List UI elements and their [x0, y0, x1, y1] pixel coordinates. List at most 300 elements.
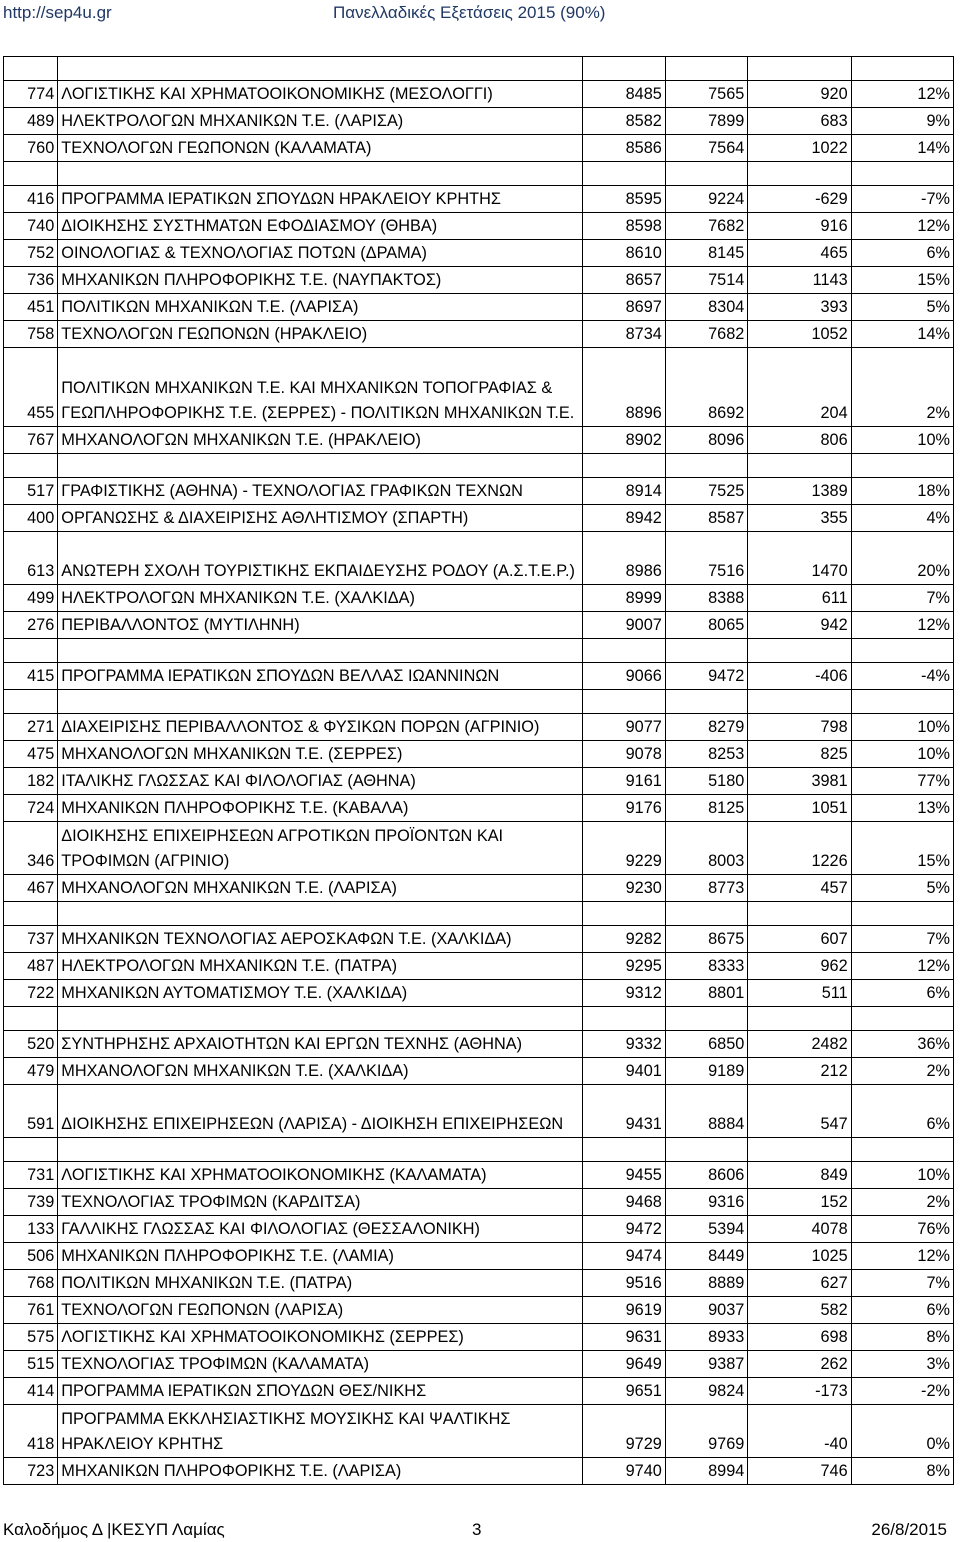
score-pct-cell: 12% [851, 612, 953, 639]
site-url[interactable]: http://sep4u.gr [3, 3, 112, 22]
spacer-cell [665, 454, 747, 478]
score-pct-cell: 3% [851, 1351, 953, 1378]
table-row [4, 1297, 954, 1324]
results-table [3, 56, 954, 1485]
score-diff-cell: 1022 [748, 135, 851, 162]
table-row [4, 663, 954, 690]
score-b-cell: 8253 [665, 741, 747, 768]
spacer-cell [665, 1138, 747, 1162]
score-diff-cell: 611 [748, 585, 851, 612]
score-a-cell: 9295 [583, 953, 665, 980]
spacer-cell [58, 639, 583, 663]
score-pct-cell: 12% [851, 81, 953, 108]
footer-author: Καλοδήμος Δ |ΚΕΣΥΠ Λαμίας [3, 1520, 225, 1539]
score-pct-cell: 2% [851, 1058, 953, 1085]
dept-code-cell: 768 [4, 1270, 58, 1297]
spacer-cell [851, 690, 953, 714]
score-diff-cell: 1051 [748, 795, 851, 822]
score-diff-cell: 1226 [748, 822, 851, 875]
dept-code-cell: 416 [4, 186, 58, 213]
spacer-cell [851, 1138, 953, 1162]
table-row [4, 612, 954, 639]
spacer-cell [583, 902, 665, 926]
score-diff-cell: 627 [748, 1270, 851, 1297]
spacer-cell [665, 690, 747, 714]
table-row [4, 1216, 954, 1243]
dept-code-cell: 489 [4, 108, 58, 135]
dept-code-cell: 758 [4, 321, 58, 348]
score-pct-cell: 77% [851, 768, 953, 795]
score-pct-cell: 12% [851, 213, 953, 240]
dept-name-cell: ΤΕΧΝΟΛΟΓΩΝ ΓΕΩΠΟΝΩΝ (ΚΑΛΑΜΑΤΑ) [58, 135, 583, 162]
dept-code-cell: 740 [4, 213, 58, 240]
dept-code-cell: 451 [4, 294, 58, 321]
score-diff-cell: 582 [748, 1297, 851, 1324]
dept-code-cell: 517 [4, 478, 58, 505]
document-title: Πανελλαδικές Εξετάσεις 2015 (90%) [333, 3, 606, 22]
score-b-cell: 8801 [665, 980, 747, 1007]
table-row [4, 768, 954, 795]
score-a-cell: 9472 [583, 1216, 665, 1243]
score-a-cell: 8595 [583, 186, 665, 213]
score-pct-cell: 15% [851, 822, 953, 875]
score-diff-cell: -173 [748, 1378, 851, 1405]
score-diff-cell: 698 [748, 1324, 851, 1351]
score-b-cell: 8125 [665, 795, 747, 822]
score-pct-cell: 4% [851, 505, 953, 532]
spacer-cell [748, 162, 851, 186]
dept-code-cell: 276 [4, 612, 58, 639]
dept-name-cell: ΠΟΛΙΤΙΚΩΝ ΜΗΧΑΝΙΚΩΝ Τ.Ε. ΚΑΙ ΜΗΧΑΝΙΚΩΝ ΤΟΠΟΓΡΑΦΙΑΣ & ΓΕΩΠΛΗΡΟΦΟΡΙΚΗΣ Τ.Ε. (ΣΕΡΡΕΣ) - ΠΟΛΙΤΙΚΩΝ ΜΗΧΑΝΙΚΩΝ Τ.Ε. [58, 348, 583, 427]
score-pct-cell: 36% [851, 1031, 953, 1058]
spacer-row [4, 902, 954, 926]
score-pct-cell: 2% [851, 348, 953, 427]
table-row [4, 348, 954, 427]
dept-name-cell: ΜΗΧΑΝΙΚΩΝ ΑΥΤΟΜΑΤΙΣΜΟΥ Τ.Ε. (ΧΑΛΚΙΔΑ) [58, 980, 583, 1007]
page-footer [0, 1520, 960, 1542]
score-a-cell: 8986 [583, 532, 665, 585]
table-row [4, 1031, 954, 1058]
score-b-cell: 8773 [665, 875, 747, 902]
score-a-cell: 9474 [583, 1243, 665, 1270]
score-b-cell: 8606 [665, 1162, 747, 1189]
score-b-cell: 8279 [665, 714, 747, 741]
table-row [4, 81, 954, 108]
dept-code-cell: 455 [4, 348, 58, 427]
score-a-cell: 8999 [583, 585, 665, 612]
spacer-cell [748, 1007, 851, 1031]
score-pct-cell: 76% [851, 1216, 953, 1243]
spacer-cell [665, 902, 747, 926]
spacer-cell [4, 902, 58, 926]
dept-code-cell: 418 [4, 1405, 58, 1458]
score-b-cell: 6850 [665, 1031, 747, 1058]
score-b-cell: 9387 [665, 1351, 747, 1378]
spacer-cell [583, 57, 665, 81]
score-pct-cell: 13% [851, 795, 953, 822]
score-diff-cell: 3981 [748, 768, 851, 795]
dept-name-cell: ΠΡΟΓΡΑΜΜΑ ΙΕΡΑΤΙΚΩΝ ΣΠΟΥΔΩΝ ΗΡΑΚΛΕΙΟΥ ΚΡΗΤΗΣ [58, 186, 583, 213]
spacer-row [4, 57, 954, 81]
table-row [4, 875, 954, 902]
score-a-cell: 8586 [583, 135, 665, 162]
score-a-cell: 9619 [583, 1297, 665, 1324]
table-row [4, 1189, 954, 1216]
footer-date: 26/8/2015 [871, 1520, 947, 1539]
score-pct-cell: 8% [851, 1324, 953, 1351]
score-a-cell: 8896 [583, 348, 665, 427]
score-a-cell: 9332 [583, 1031, 665, 1058]
table-row [4, 532, 954, 585]
score-diff-cell: 798 [748, 714, 851, 741]
dept-code-cell: 737 [4, 926, 58, 953]
dept-code-cell: 499 [4, 585, 58, 612]
score-b-cell: 5180 [665, 768, 747, 795]
spacer-cell [583, 639, 665, 663]
score-b-cell: 9316 [665, 1189, 747, 1216]
table-row [4, 427, 954, 454]
dept-name-cell: ΗΛΕΚΤΡΟΛΟΓΩΝ ΜΗΧΑΝΙΚΩΝ Τ.Ε. (ΠΑΤΡΑ) [58, 953, 583, 980]
score-diff-cell: 457 [748, 875, 851, 902]
score-diff-cell: 916 [748, 213, 851, 240]
score-diff-cell: 355 [748, 505, 851, 532]
score-b-cell: 7516 [665, 532, 747, 585]
table-row [4, 186, 954, 213]
score-a-cell: 9468 [583, 1189, 665, 1216]
score-diff-cell: 607 [748, 926, 851, 953]
score-b-cell: 8304 [665, 294, 747, 321]
score-diff-cell: 1470 [748, 532, 851, 585]
spacer-row [4, 639, 954, 663]
dept-name-cell: ΠΡΟΓΡΑΜΜΑ ΙΕΡΑΤΙΚΩΝ ΣΠΟΥΔΩΝ ΒΕΛΛΑΣ ΙΩΑΝΝΙΝΩΝ [58, 663, 583, 690]
dept-code-cell: 761 [4, 1297, 58, 1324]
spacer-row [4, 454, 954, 478]
score-b-cell: 9769 [665, 1405, 747, 1458]
spacer-cell [583, 1138, 665, 1162]
table-row [4, 795, 954, 822]
dept-name-cell: ΓΡΑΦΙΣΤΙΚΗΣ (ΑΘΗΝΑ) - ΤΕΧΝΟΛΟΓΙΑΣ ΓΡΑΦΙΚΩΝ ΤΕΧΝΩΝ [58, 478, 583, 505]
dept-name-cell: ΔΙΑΧΕΙΡΙΣΗΣ ΠΕΡΙΒΑΛΛΟΝΤΟΣ & ΦΥΣΙΚΩΝ ΠΟΡΩΝ (ΑΓΡΙΝΙΟ) [58, 714, 583, 741]
score-b-cell: 8449 [665, 1243, 747, 1270]
score-b-cell: 9224 [665, 186, 747, 213]
score-a-cell: 9649 [583, 1351, 665, 1378]
dept-name-cell: ΔΙΟΙΚΗΣΗΣ ΕΠΙΧΕΙΡΗΣΕΩΝ ΑΓΡΟΤΙΚΩΝ ΠΡΟΪΟΝΤΩΝ ΚΑΙ ΤΡΟΦΙΜΩΝ (ΑΓΡΙΝΙΟ) [58, 822, 583, 875]
table-row [4, 585, 954, 612]
spacer-cell [4, 454, 58, 478]
score-b-cell: 8933 [665, 1324, 747, 1351]
score-diff-cell: 825 [748, 741, 851, 768]
score-diff-cell: 2482 [748, 1031, 851, 1058]
spacer-cell [851, 162, 953, 186]
dept-code-cell: 182 [4, 768, 58, 795]
score-diff-cell: 1143 [748, 267, 851, 294]
page-header [0, 0, 960, 30]
spacer-cell [665, 57, 747, 81]
score-a-cell: 8657 [583, 267, 665, 294]
dept-name-cell: ΗΛΕΚΤΡΟΛΟΓΩΝ ΜΗΧΑΝΙΚΩΝ Τ.Ε. (ΛΑΡΙΣΑ) [58, 108, 583, 135]
score-b-cell: 7899 [665, 108, 747, 135]
score-pct-cell: 6% [851, 1085, 953, 1138]
dept-name-cell: ΤΕΧΝΟΛΟΓΩΝ ΓΕΩΠΟΝΩΝ (ΛΑΡΙΣΑ) [58, 1297, 583, 1324]
score-diff-cell: 746 [748, 1458, 851, 1485]
spacer-cell [58, 690, 583, 714]
score-a-cell: 8697 [583, 294, 665, 321]
score-a-cell: 9078 [583, 741, 665, 768]
dept-name-cell: ΓΑΛΛΙΚΗΣ ΓΛΩΣΣΑΣ ΚΑΙ ΦΙΛΟΛΟΓΙΑΣ (ΘΕΣΣΑΛΟΝΙΚΗ) [58, 1216, 583, 1243]
score-a-cell: 9077 [583, 714, 665, 741]
score-pct-cell: 8% [851, 1458, 953, 1485]
score-b-cell: 7565 [665, 81, 747, 108]
dept-code-cell: 506 [4, 1243, 58, 1270]
spacer-cell [4, 1138, 58, 1162]
score-diff-cell: -40 [748, 1405, 851, 1458]
dept-code-cell: 722 [4, 980, 58, 1007]
score-a-cell: 8610 [583, 240, 665, 267]
table-row [4, 267, 954, 294]
score-a-cell: 8734 [583, 321, 665, 348]
spacer-cell [748, 690, 851, 714]
dept-code-cell: 479 [4, 1058, 58, 1085]
score-pct-cell: 5% [851, 875, 953, 902]
score-diff-cell: 962 [748, 953, 851, 980]
table-row [4, 1324, 954, 1351]
spacer-cell [4, 690, 58, 714]
dept-name-cell: ΜΗΧΑΝΟΛΟΓΩΝ ΜΗΧΑΝΙΚΩΝ Τ.Ε. (ΗΡΑΚΛΕΙΟ) [58, 427, 583, 454]
score-b-cell: 7682 [665, 321, 747, 348]
table-row [4, 321, 954, 348]
dept-code-cell: 736 [4, 267, 58, 294]
score-b-cell: 7525 [665, 478, 747, 505]
score-a-cell: 9282 [583, 926, 665, 953]
spacer-cell [851, 454, 953, 478]
dept-code-cell: 752 [4, 240, 58, 267]
dept-name-cell: ΤΕΧΝΟΛΟΓΙΑΣ ΤΡΟΦΙΜΩΝ (ΚΑΡΔΙΤΣΑ) [58, 1189, 583, 1216]
score-diff-cell: 683 [748, 108, 851, 135]
dept-code-cell: 767 [4, 427, 58, 454]
score-a-cell: 9651 [583, 1378, 665, 1405]
score-a-cell: 9401 [583, 1058, 665, 1085]
score-b-cell: 8333 [665, 953, 747, 980]
score-a-cell: 9176 [583, 795, 665, 822]
table-row [4, 822, 954, 875]
score-diff-cell: 849 [748, 1162, 851, 1189]
score-a-cell: 9516 [583, 1270, 665, 1297]
score-pct-cell: 15% [851, 267, 953, 294]
spacer-cell [748, 57, 851, 81]
dept-name-cell: ΛΟΓΙΣΤΙΚΗΣ ΚΑΙ ΧΡΗΜΑΤΟΟΙΚΟΝΟΜΙΚΗΣ (ΚΑΛΑΜΑΤΑ) [58, 1162, 583, 1189]
table-row [4, 213, 954, 240]
spacer-cell [4, 57, 58, 81]
dept-name-cell: ΔΙΟΙΚΗΣΗΣ ΕΠΙΧΕΙΡΗΣΕΩΝ (ΛΑΡΙΣΑ) - ΔΙΟΙΚΗΣΗ ΕΠΙΧΕΙΡΗΣΕΩΝ [58, 1085, 583, 1138]
score-pct-cell: 6% [851, 1297, 953, 1324]
score-a-cell: 8582 [583, 108, 665, 135]
score-pct-cell: 7% [851, 926, 953, 953]
dept-code-cell: 760 [4, 135, 58, 162]
dept-code-cell: 133 [4, 1216, 58, 1243]
score-b-cell: 8884 [665, 1085, 747, 1138]
score-pct-cell: 14% [851, 321, 953, 348]
spacer-cell [748, 1138, 851, 1162]
dept-name-cell: ΛΟΓΙΣΤΙΚΗΣ ΚΑΙ ΧΡΗΜΑΤΟΟΙΚΟΝΟΜΙΚΗΣ (ΣΕΡΡΕΣ) [58, 1324, 583, 1351]
dept-code-cell: 467 [4, 875, 58, 902]
spacer-cell [58, 1007, 583, 1031]
dept-code-cell: 774 [4, 81, 58, 108]
dept-code-cell: 575 [4, 1324, 58, 1351]
dept-code-cell: 271 [4, 714, 58, 741]
spacer-cell [748, 639, 851, 663]
spacer-cell [851, 902, 953, 926]
results-table-body [4, 57, 954, 1485]
score-diff-cell: 152 [748, 1189, 851, 1216]
footer-page-number: 3 [472, 1520, 482, 1539]
spacer-cell [851, 639, 953, 663]
score-a-cell: 8942 [583, 505, 665, 532]
dept-code-cell: 414 [4, 1378, 58, 1405]
table-row [4, 1162, 954, 1189]
score-b-cell: 8675 [665, 926, 747, 953]
score-diff-cell: 212 [748, 1058, 851, 1085]
dept-name-cell: ΜΗΧΑΝΙΚΩΝ ΠΛΗΡΟΦΟΡΙΚΗΣ Τ.Ε. (ΛΑΜΙΑ) [58, 1243, 583, 1270]
score-diff-cell: 511 [748, 980, 851, 1007]
table-row [4, 714, 954, 741]
score-diff-cell: 942 [748, 612, 851, 639]
score-pct-cell: 10% [851, 741, 953, 768]
score-a-cell: 9007 [583, 612, 665, 639]
spacer-cell [851, 57, 953, 81]
table-row [4, 108, 954, 135]
score-a-cell: 9729 [583, 1405, 665, 1458]
score-diff-cell: 204 [748, 348, 851, 427]
score-b-cell: 7564 [665, 135, 747, 162]
spacer-cell [665, 1007, 747, 1031]
dept-code-cell: 520 [4, 1031, 58, 1058]
table-row [4, 294, 954, 321]
score-a-cell: 8598 [583, 213, 665, 240]
score-b-cell: 9472 [665, 663, 747, 690]
score-pct-cell: 7% [851, 1270, 953, 1297]
score-diff-cell: 393 [748, 294, 851, 321]
spacer-cell [665, 162, 747, 186]
score-b-cell: 8065 [665, 612, 747, 639]
table-row [4, 741, 954, 768]
spacer-row [4, 690, 954, 714]
dept-code-cell: 591 [4, 1085, 58, 1138]
score-diff-cell: 4078 [748, 1216, 851, 1243]
spacer-row [4, 162, 954, 186]
score-b-cell: 9824 [665, 1378, 747, 1405]
table-row [4, 240, 954, 267]
score-pct-cell: -7% [851, 186, 953, 213]
score-b-cell: 9037 [665, 1297, 747, 1324]
score-b-cell: 8096 [665, 427, 747, 454]
score-diff-cell: 1025 [748, 1243, 851, 1270]
score-a-cell: 9740 [583, 1458, 665, 1485]
score-pct-cell: -2% [851, 1378, 953, 1405]
score-pct-cell: 6% [851, 980, 953, 1007]
dept-name-cell: ΠΟΛΙΤΙΚΩΝ ΜΗΧΑΝΙΚΩΝ Τ.Ε. (ΛΑΡΙΣΑ) [58, 294, 583, 321]
table-row [4, 1458, 954, 1485]
spacer-row [4, 1007, 954, 1031]
dept-code-cell: 515 [4, 1351, 58, 1378]
score-pct-cell: 0% [851, 1405, 953, 1458]
score-b-cell: 7514 [665, 267, 747, 294]
dept-code-cell: 731 [4, 1162, 58, 1189]
score-diff-cell: 806 [748, 427, 851, 454]
dept-name-cell: ΠΕΡΙΒΑΛΛΟΝΤΟΣ (ΜΥΤΙΛΗΝΗ) [58, 612, 583, 639]
dept-code-cell: 487 [4, 953, 58, 980]
dept-code-cell: 723 [4, 1458, 58, 1485]
dept-code-cell: 475 [4, 741, 58, 768]
spacer-cell [583, 690, 665, 714]
dept-name-cell: ΟΙΝΟΛΟΓΙΑΣ & ΤΕΧΝΟΛΟΓΙΑΣ ΠΟΤΩΝ (ΔΡΑΜΑ) [58, 240, 583, 267]
table-row [4, 505, 954, 532]
dept-code-cell: 613 [4, 532, 58, 585]
dept-name-cell: ΤΕΧΝΟΛΟΓΙΑΣ ΤΡΟΦΙΜΩΝ (ΚΑΛΑΜΑΤΑ) [58, 1351, 583, 1378]
spacer-cell [4, 1007, 58, 1031]
table-row [4, 135, 954, 162]
score-a-cell: 8902 [583, 427, 665, 454]
spacer-cell [4, 162, 58, 186]
score-a-cell: 9631 [583, 1324, 665, 1351]
spacer-cell [748, 902, 851, 926]
score-pct-cell: 7% [851, 585, 953, 612]
dept-name-cell: ΔΙΟΙΚΗΣΗΣ ΣΥΣΤΗΜΑΤΩΝ ΕΦΟΔΙΑΣΜΟΥ (ΘΗΒΑ) [58, 213, 583, 240]
dept-name-cell: ΜΗΧΑΝΟΛΟΓΩΝ ΜΗΧΑΝΙΚΩΝ Τ.Ε. (ΛΑΡΙΣΑ) [58, 875, 583, 902]
score-diff-cell: -629 [748, 186, 851, 213]
score-diff-cell: 1052 [748, 321, 851, 348]
score-pct-cell: 10% [851, 427, 953, 454]
spacer-cell [58, 1138, 583, 1162]
score-pct-cell: 12% [851, 1243, 953, 1270]
score-diff-cell: 920 [748, 81, 851, 108]
score-a-cell: 9431 [583, 1085, 665, 1138]
dept-name-cell: ΠΡΟΓΡΑΜΜΑ ΙΕΡΑΤΙΚΩΝ ΣΠΟΥΔΩΝ ΘΕΣ/ΝΙΚΗΣ [58, 1378, 583, 1405]
score-b-cell: 8692 [665, 348, 747, 427]
score-b-cell: 8587 [665, 505, 747, 532]
dept-code-cell: 724 [4, 795, 58, 822]
table-row [4, 953, 954, 980]
score-diff-cell: 547 [748, 1085, 851, 1138]
score-a-cell: 9066 [583, 663, 665, 690]
table-row [4, 1058, 954, 1085]
spacer-cell [665, 639, 747, 663]
dept-code-cell: 739 [4, 1189, 58, 1216]
dept-name-cell: ΜΗΧΑΝΙΚΩΝ ΤΕΧΝΟΛΟΓΙΑΣ ΑΕΡΟΣΚΑΦΩΝ Τ.Ε. (ΧΑΛΚΙΔΑ) [58, 926, 583, 953]
dept-name-cell: ΗΛΕΚΤΡΟΛΟΓΩΝ ΜΗΧΑΝΙΚΩΝ Τ.Ε. (ΧΑΛΚΙΔΑ) [58, 585, 583, 612]
score-pct-cell: 2% [851, 1189, 953, 1216]
score-pct-cell: 9% [851, 108, 953, 135]
spacer-cell [583, 1007, 665, 1031]
score-b-cell: 8145 [665, 240, 747, 267]
dept-name-cell: ΙΤΑΛΙΚΗΣ ΓΛΩΣΣΑΣ ΚΑΙ ΦΙΛΟΛΟΓΙΑΣ (ΑΘΗΝΑ) [58, 768, 583, 795]
score-a-cell: 9229 [583, 822, 665, 875]
score-diff-cell: 1389 [748, 478, 851, 505]
score-a-cell: 9230 [583, 875, 665, 902]
dept-name-cell: ΛΟΓΙΣΤΙΚΗΣ ΚΑΙ ΧΡΗΜΑΤΟΟΙΚΟΝΟΜΙΚΗΣ (ΜΕΣΟΛΟΓΓΙ) [58, 81, 583, 108]
score-pct-cell: 6% [851, 240, 953, 267]
spacer-cell [58, 902, 583, 926]
spacer-cell [583, 454, 665, 478]
score-pct-cell: 5% [851, 294, 953, 321]
score-pct-cell: 20% [851, 532, 953, 585]
table-row [4, 1243, 954, 1270]
score-a-cell: 9455 [583, 1162, 665, 1189]
score-b-cell: 8388 [665, 585, 747, 612]
dept-name-cell: ΜΗΧΑΝΙΚΩΝ ΠΛΗΡΟΦΟΡΙΚΗΣ Τ.Ε. (ΚΑΒΑΛΑ) [58, 795, 583, 822]
spacer-cell [58, 57, 583, 81]
score-b-cell: 8889 [665, 1270, 747, 1297]
dept-name-cell: ΜΗΧΑΝΙΚΩΝ ΠΛΗΡΟΦΟΡΙΚΗΣ Τ.Ε. (ΝΑΥΠΑΚΤΟΣ) [58, 267, 583, 294]
